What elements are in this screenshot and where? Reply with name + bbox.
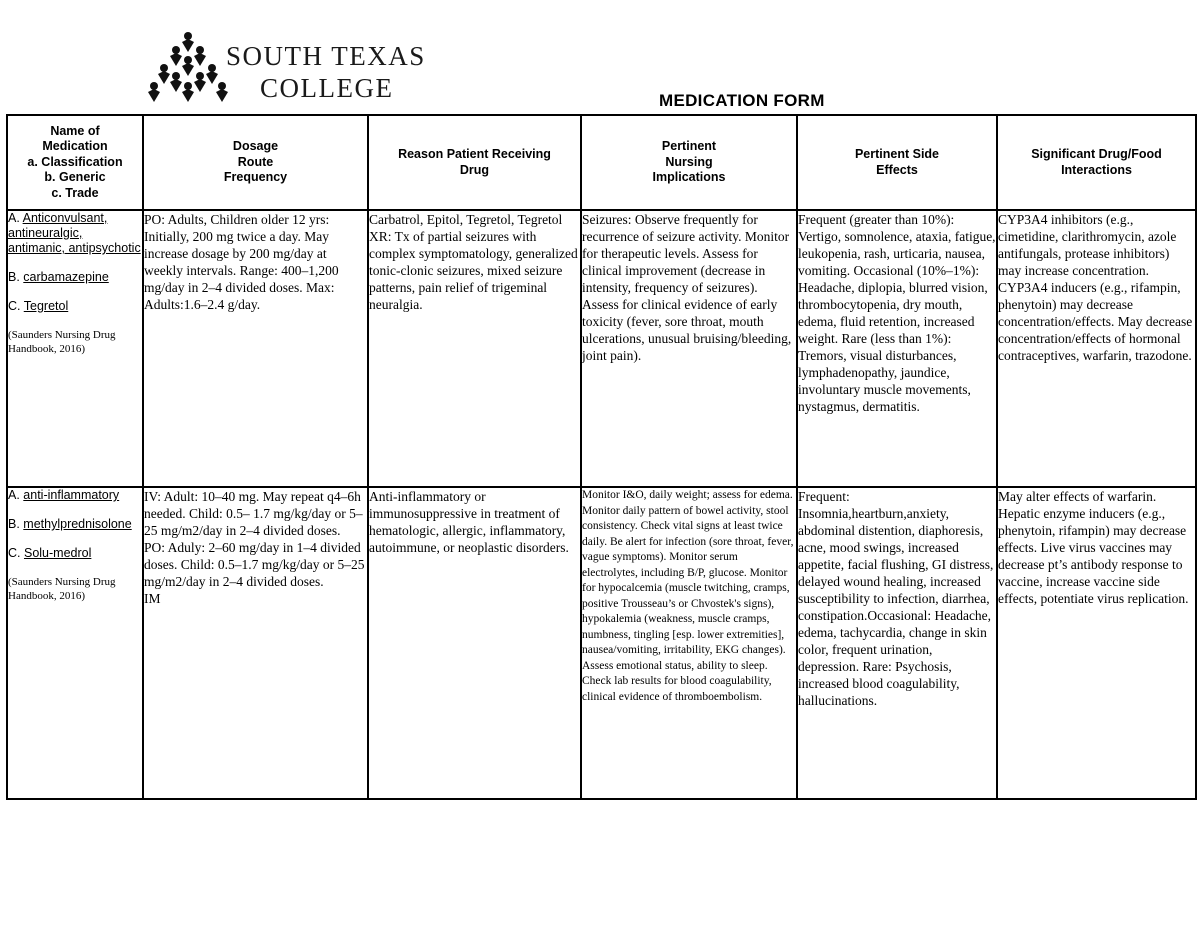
cell-nursing: Seizures: Observe frequently for recurrence of seizure activity. Monitor for therapeutic levels. Assess for clinical improvement (decrease in intensity, frequency of seizures). Assess for clinical evidence of early toxicity (fever, sore throat, mouth ulcerations, unusual bruising/bleeding, joint pain). xyxy=(581,210,797,487)
classification: A. anti-inflammatory xyxy=(8,488,120,502)
cell-reason: Anti-inflammatory or immunosuppressive in treatment of hematologic, allergic, inflammatory, autoimmune, or neoplastic disorders. xyxy=(368,487,581,799)
classification: A. Anticonvulsant, antineuralgic, antimanic, antipsychotic xyxy=(8,211,141,255)
cell-nursing: Monitor I&O, daily weight; assess for edema. Monitor daily pattern of bowel activity, stool consistency. Check vital signs at least twice daily. Be alert for infection (sore throat, fever, vague symptoms). Monitor serum electrolytes, including B/P, glucose. Monitor for hypocalcemia (muscle twitching, cramps, positive Trousseau’s or Chvostek's signs), hypokalemia (weakness, muscle cramps, numbness, tingling [esp. lower extremities], nausea/vomiting, irritability, EKG changes). Assess emotional status, ability to sleep. Check lab results for blood coagulability, clinical evidence of thromboembolism. xyxy=(581,487,797,799)
trade-name: C. Tegretol xyxy=(8,299,69,313)
generic-name: B. methylprednisolone xyxy=(8,517,132,531)
trade-name: C. Solu-medrol xyxy=(8,546,92,560)
header-row xyxy=(7,115,1196,210)
table-row xyxy=(7,210,1196,487)
column-header-reason: Reason Patient Receiving Drug xyxy=(368,115,581,210)
reference: (Saunders Nursing Drug Handbook, 2016) xyxy=(8,329,116,355)
cell-reason: Carbatrol, Epitol, Tegretol, Tegretol XR: Tx of partial seizures with complex symptomatology, generalized tonic-clonic seizures, mixed seizure patterns, pain relief of trigeminal neuralgia. xyxy=(368,210,581,487)
column-header-interactions: Significant Drug/Food Interactions xyxy=(997,115,1196,210)
generic-name: B. carbamazepine xyxy=(8,270,109,284)
cell-side-effects: Frequent (greater than 10%): Vertigo, somnolence, ataxia, fatigue, leukopenia, rash, urticaria, nausea, vomiting. Occasional (10%–1%): Headache, diplopia, blurred vision, thrombocytopenia, dry mouth, edema, fluid retention, increased weight. Rare (less than 1%): Tremors, visual disturbances, lymphadenopathy, jaundice, involuntary muscle movements, nystagmus, dermatitis. xyxy=(797,210,997,487)
reference: (Saunders Nursing Drug Handbook, 2016) xyxy=(8,576,116,602)
cell-interactions: May alter effects of warfarin. Hepatic enzyme inducers (e.g., phenytoin, rifampin) may decrease effects. Live virus vaccines may decrease pt’s antibody response to vaccine, increase vaccine side effects, potentiate virus replication. xyxy=(997,487,1196,799)
cell-interactions: CYP3A4 inhibitors (e.g., cimetidine, clarithromycin, azole antifungals, protease inhibitors) may increase concentration. CYP3A4 inducers (e.g., rifampin, phenytoin) may decrease concentration/effects. May decrease concentration/effects of hormonal contraceptives, warfarin, trazodone. xyxy=(997,210,1196,487)
cell-medication-name xyxy=(7,487,143,799)
college-logo xyxy=(148,30,448,106)
cell-medication-name xyxy=(7,210,143,487)
table-row xyxy=(7,487,1196,799)
column-header-nursing: Pertinent Nursing Implications xyxy=(581,115,797,210)
cell-dosage: IV: Adult: 10–40 mg. May repeat q4–6h needed. Child: 0.5– 1.7 mg/kg/day or 5–25 mg/m2/day in 2–4 divided doses. PO: Aduly: 2–60 mg/day in 1–4 divided doses. Child: 0.5–1.7 mg/kg/day or 5–25 mg/m2/day in 2–4 divided doses. IM xyxy=(143,487,368,799)
college-name xyxy=(226,40,426,104)
column-header-dosage: Dosage Route Frequency xyxy=(143,115,368,210)
page-title: MEDICATION FORM xyxy=(659,91,825,110)
cell-dosage: PO: Adults, Children older 12 yrs: Initially, 200 mg twice a day. May increase dosage by 200 mg/day at weekly intervals. Range: 400–1,200 mg/day in 2–4 divided doses. Max: Adults:1.6–2.4 g/day. xyxy=(143,210,368,487)
logo-line-1: SOUTH TEXAS xyxy=(226,41,426,71)
people-tree-logo-icon xyxy=(148,30,228,106)
logo-line-2: COLLEGE xyxy=(260,73,394,103)
medication-table xyxy=(6,114,1197,800)
column-header-name: Name of Medication a. Classification b. Generic c. Trade xyxy=(7,115,143,210)
cell-side-effects: Frequent: Insomnia,heartburn,anxiety, abdominal distention, diaphoresis, acne, mood swings, increased appetite, facial flushing, GI distress, delayed wound healing, increased susceptibility to infection, diarrhea, constipation.Occasional: Headache, edema, tachycardia, change in skin color, frequent urination, depression. Rare: Psychosis, increased blood coagulability, hallucinations. xyxy=(797,487,997,799)
column-header-side-effects: Pertinent Side Effects xyxy=(797,115,997,210)
